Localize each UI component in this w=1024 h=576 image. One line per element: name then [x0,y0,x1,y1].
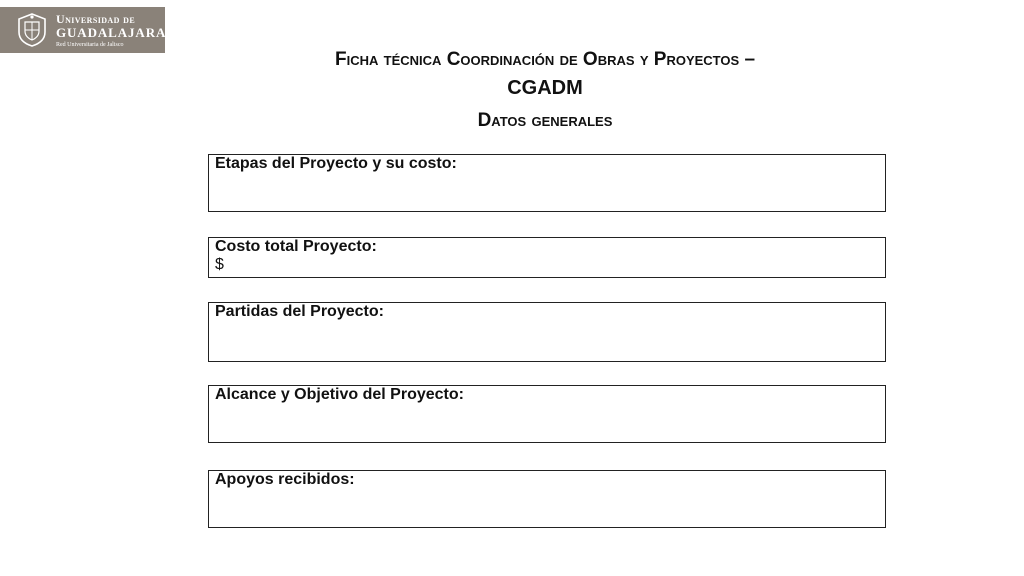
logo-network-line: Red Universitaria de Jalisco [56,41,124,48]
field-label: Apoyos recibidos: [215,471,355,488]
field-project-items[interactable] [208,302,886,362]
field-label: Costo total Proyecto: [215,238,377,255]
field-total-cost[interactable] [208,237,886,278]
university-logo [0,7,165,53]
page-title: Ficha técnica Coordinación de Obras y Proyectos – [334,49,756,70]
field-stages-cost[interactable] [208,154,886,212]
field-label: Etapas del Proyecto y su costo: [215,155,457,172]
section-subtitle: Datos generales [477,110,613,131]
field-scope-objective[interactable] [208,385,886,443]
field-support-received[interactable] [208,470,886,528]
logo-university-line: Universidad de [56,11,136,26]
field-label: Alcance y Objetivo del Proyecto: [215,386,464,403]
logo-guadalajara-line: GUADALAJARA [56,24,167,40]
university-seal-icon [15,12,49,48]
page-title-acronym: CGADM [507,77,583,99]
field-value: $ [215,256,224,273]
page-header [200,46,890,135]
field-label: Partidas del Proyecto: [215,303,384,320]
